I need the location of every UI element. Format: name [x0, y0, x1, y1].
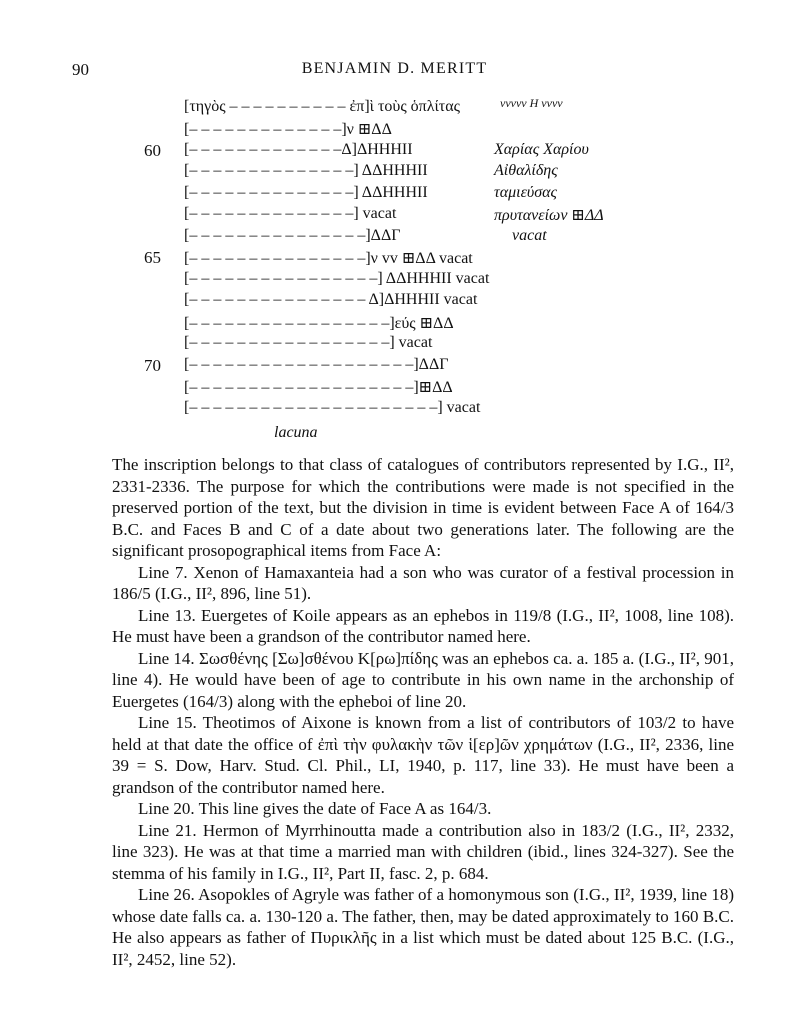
paragraph: The inscription belongs to that class of catalogues of contributors represented by I.G., II², 2331-2336. The purpose for which the contributions were made is not specified in the preserved portion of the text, but the division in time is evident between Face A of 164/3 B.C. and Faces B and C of a date about two generations later. The following are the significant prosopographical items from Face A:: [112, 455, 734, 560]
inscription-line: [0, 270, 789, 291]
paragraph: Line 21. Hermon of Myrrhinoutta made a contribution also in 183/2 (I.G., II², 2332, line 323). He was at that time a married man with children (ibid., lines 324-327). See the stemma of his family in I.G., II², Part II, fasc. 2, p. 684.: [112, 820, 734, 883]
inscription-line: [0, 248, 789, 269]
commentary-text: [112, 454, 734, 970]
line-number: 65: [144, 248, 161, 267]
line-text: [– – – – – – – – – – – – – – – – –] vacat: [184, 334, 433, 351]
inscription-line: [0, 356, 789, 377]
line-annotation: Αἰθαλίδης: [494, 162, 558, 179]
line-text: [– – – – – – – – – – – – – –] ΔΔΗΗΗΙΙ: [184, 184, 428, 201]
paragraph: Line 15. Theotimos of Aixone is known from a list of contributors of 103/2 to have held at that date the office of ἐπὶ τὴν φυλακὴν τῶν ἱ[ερ]ῶν χρημάτων (I.G., II², 2336, line 39 = S. Dow, Harv. Stud. Cl. Phil., LI, 1940, p. 117, line 33). He must have been a grandson of the contributor named here.: [112, 713, 734, 797]
inscription-line: [0, 377, 789, 398]
line-annotation: πρυτανείων ⊞ΔΔ: [494, 207, 604, 224]
inscription-line: [0, 184, 789, 205]
inscription-line: [0, 141, 789, 162]
line-number: 60: [144, 141, 161, 160]
line-text: [– – – – – – – – – – – – – – – – – – – – –] vacat: [184, 399, 481, 416]
page-header: [0, 60, 789, 84]
line-text: [– – – – – – – – – – – – –]ν ⊞ΔΔ: [184, 121, 392, 138]
lacuna-label: lacuna: [274, 424, 318, 441]
line-text: [– – – – – – – – – – – – – – – – – – –]ΔΔΓ: [184, 356, 449, 373]
line-text: [τηγὸς – – – – – – – – – – ἐπ]ὶ τοὺς ὁπλίτας: [184, 98, 460, 115]
inscription-line: [0, 98, 789, 119]
paragraph: Line 20. This line gives the date of Face A as 164/3.: [138, 799, 492, 818]
inscription-line: [0, 205, 789, 226]
running-head: BENJAMIN D. MERITT: [301, 60, 488, 77]
inscription-line: [0, 399, 789, 420]
inscription-line: [0, 119, 789, 140]
inscription-line: [0, 227, 789, 248]
paragraph: Line 26. Asopokles of Agryle was father of a homonymous son (I.G., II², 1939, line 18) whose date falls ca. a. 130-120 a. The father, then, may be dated approximately to 160 B.C. He also appears as father of Πυρικλῆς in a list which must be dated about 125 B.C. (I.G., II², 2452, line 52).: [112, 885, 734, 969]
line-number: 70: [144, 356, 161, 375]
paragraph: Line 13. Euergetes of Koile appears as an ephebos in 119/8 (I.G., II², 1008, line 108). He must have been a grandson of the contributor named here.: [112, 605, 734, 646]
line-annotation: ταμιεύσας: [494, 184, 558, 201]
line-text: [– – – – – – – – – – – – – – – Δ]ΔΗΗΗΙΙ vacat: [184, 291, 478, 308]
line-text: [– – – – – – – – – – – – – – – –] ΔΔΗΗΗΙΙ vacat: [184, 270, 490, 287]
line-text: [– – – – – – – – – – – – – – – – –]εύς ⊞ΔΔ: [184, 315, 454, 332]
page-number: 90: [72, 60, 89, 79]
inscription-line: [0, 291, 789, 312]
paragraph: Line 7. Xenon of Hamaxanteia had a son who was curator of a festival procession in 186/5 (I.G., II², 896, line 51).: [112, 562, 734, 603]
line-text: [– – – – – – – – – – – – – – –]ν vv ⊞ΔΔ vacat: [184, 250, 473, 267]
inscription-line: [0, 162, 789, 183]
line-text: [– – – – – – – – – – – – – –] vacat: [184, 205, 397, 222]
paragraph: Line 14. Σωσθένης [Σω]σθένου Κ[ρω]πίδης was an ephebos ca. a. 185 a. (I.G., II², 901, line 4). He would have been of age to contribute in his own name in the archonship of Euergetes (164/3) along with the epheboi of line 20.: [112, 648, 734, 711]
inscription-line: [0, 334, 789, 355]
inscription-line: [0, 313, 789, 334]
line-text: [– – – – – – – – – – – – –Δ]ΔΗΗΗΙΙ: [184, 141, 413, 158]
line-annotation: vvvvv Η vvvv: [500, 96, 563, 110]
line-text: [– – – – – – – – – – – – – –] ΔΔΗΗΗΙΙ: [184, 162, 428, 179]
line-annotation: vacat: [512, 227, 547, 244]
line-annotation: Χαρίας Χαρίου: [494, 141, 589, 158]
line-text: [– – – – – – – – – – – – – – –]ΔΔΓ: [184, 227, 401, 244]
line-text: [– – – – – – – – – – – – – – – – – – –]⊞ΔΔ: [184, 379, 453, 396]
